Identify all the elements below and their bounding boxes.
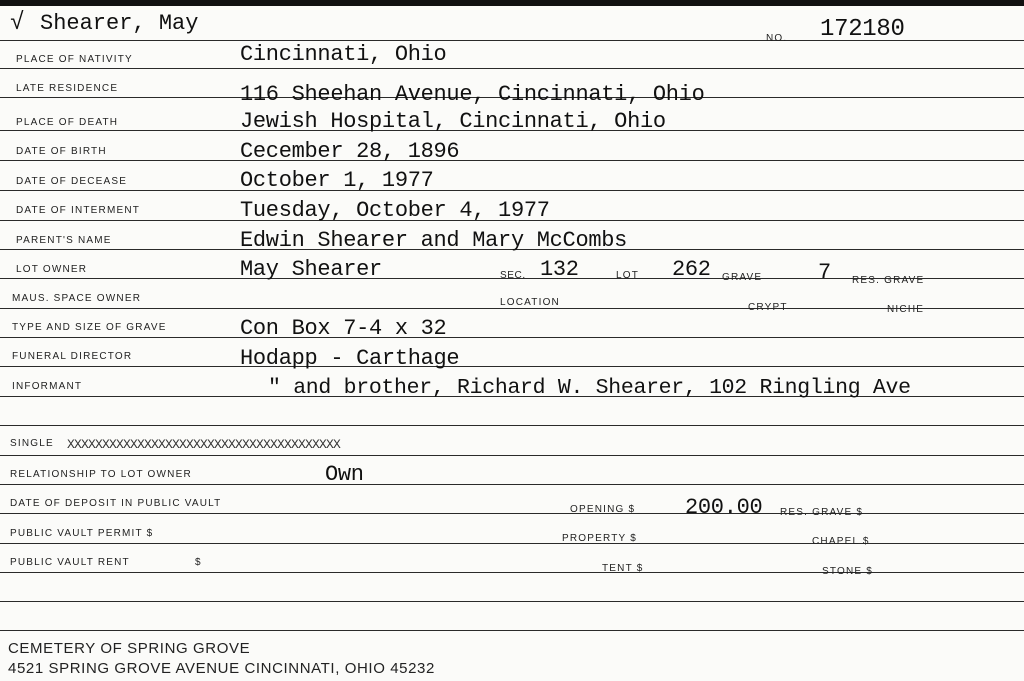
- label-niche: NICHE: [887, 304, 925, 315]
- label-funeral-director: FUNERAL DIRECTOR: [12, 351, 133, 362]
- rule-line: [0, 190, 1024, 191]
- cemetery-address: 4521 SPRING GROVE AVENUE CINCINNATI, OHIO 45232: [8, 660, 435, 677]
- label-date-of-deposit: DATE OF DEPOSIT IN PUBLIC VAULT: [10, 498, 222, 509]
- label-place-of-nativity: PLACE OF NATIVITY: [16, 54, 133, 65]
- value-place-of-death: Jewish Hospital, Cincinnati, Ohio: [240, 109, 666, 134]
- label-vault-permit: PUBLIC VAULT PERMIT $: [10, 528, 154, 539]
- rule-line: [0, 337, 1024, 338]
- label-parents-name: PARENT'S NAME: [16, 235, 112, 246]
- label-place-of-death: PLACE OF DEATH: [16, 117, 119, 128]
- cemetery-name: CEMETERY OF SPRING GROVE: [8, 640, 251, 657]
- label-relationship: RELATIONSHIP TO LOT OWNER: [10, 469, 192, 480]
- label-date-of-interment: DATE OF INTERMENT: [16, 205, 141, 216]
- label-date-of-birth: DATE OF BIRTH: [16, 146, 107, 157]
- label-vault-rent-dollar: $: [195, 557, 202, 568]
- value-grave-type: Con Box 7-4 x 32: [240, 316, 447, 341]
- label-lot: LOT: [616, 270, 640, 281]
- value-opening: 200.00: [685, 495, 763, 520]
- value-lot-owner: May Shearer: [240, 257, 382, 282]
- label-informant: INFORMANT: [12, 381, 83, 392]
- single-struck-out: XXXXXXXXXXXXXXXXXXXXXXXXXXXXXXXXXXXXXXX: [67, 437, 341, 452]
- label-late-residence: LATE RESIDENCE: [16, 83, 119, 94]
- label-chapel: CHAPEL $: [812, 536, 870, 547]
- value-funeral-director: Hodapp - Carthage: [240, 346, 460, 371]
- rule-line: [0, 513, 1024, 514]
- value-late-residence: 116 Sheehan Avenue, Cincinnati, Ohio: [240, 82, 705, 107]
- record-number: 172180: [820, 16, 905, 43]
- rule-line: [0, 601, 1024, 602]
- card-top-edge: [0, 0, 1024, 6]
- rule-line: [0, 68, 1024, 69]
- rule-line: [0, 484, 1024, 485]
- rule-line: [0, 455, 1024, 456]
- label-res-grave: RES. GRAVE: [852, 275, 925, 286]
- value-informant: " and brother, Richard W. Shearer, 102 Ringling Ave: [268, 376, 911, 400]
- label-sec: SEC.: [500, 270, 526, 281]
- label-lot-owner: LOT OWNER: [16, 264, 88, 275]
- label-location: LOCATION: [500, 297, 560, 308]
- rule-line: [0, 308, 1024, 309]
- label-property: PROPERTY $: [562, 533, 637, 544]
- value-date-of-interment: Tuesday, October 4, 1977: [240, 198, 550, 223]
- label-single: SINGLE: [10, 438, 54, 449]
- label-opening: OPENING $: [570, 504, 636, 515]
- value-date-of-birth: Cecember 28, 1896: [240, 139, 460, 164]
- value-relationship: Own: [325, 462, 364, 487]
- value-date-of-decease: October 1, 1977: [240, 168, 434, 193]
- decedent-name: Shearer, May: [40, 11, 199, 36]
- value-lot: 262: [672, 257, 711, 282]
- check-mark: √: [10, 10, 25, 37]
- value-parents-name: Edwin Shearer and Mary McCombs: [240, 228, 628, 253]
- value-sec: 132: [540, 257, 579, 282]
- label-tent: TENT $: [602, 563, 644, 574]
- record-number-label: NO.: [766, 33, 788, 44]
- label-date-of-decease: DATE OF DECEASE: [16, 176, 128, 187]
- rule-line: [0, 160, 1024, 161]
- label-grave: GRAVE: [722, 272, 763, 283]
- rule-line: [0, 425, 1024, 426]
- rule-line: [0, 543, 1024, 544]
- value-grave: 7: [818, 260, 831, 285]
- label-vault-rent: PUBLIC VAULT RENT: [10, 557, 130, 568]
- value-place-of-nativity: Cincinnati, Ohio: [240, 42, 447, 67]
- label-grave-type: TYPE AND SIZE OF GRAVE: [12, 322, 167, 333]
- rule-line: [0, 366, 1024, 367]
- label-stone: STONE $: [822, 566, 874, 577]
- label-res-grave-fee: RES. GRAVE $: [780, 507, 864, 518]
- rule-line: [0, 630, 1024, 631]
- label-crypt: CRYPT: [748, 302, 788, 313]
- label-maus-space-owner: MAUS. SPACE OWNER: [12, 293, 142, 304]
